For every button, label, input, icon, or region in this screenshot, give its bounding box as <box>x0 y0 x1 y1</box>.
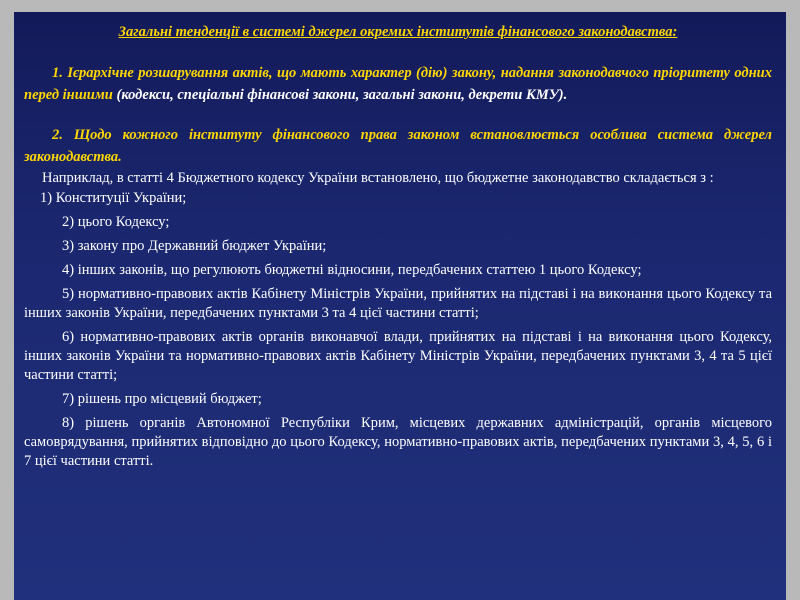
point-2: 2. Щодо кожного інституту фінансового права законом встановлюється особлива система джерел законодавства. <box>24 127 772 165</box>
list-item-6: 6) нормативно-правових актів органів виконавчої влади, прийнятих на підставі і на виконання цього Кодексу, інших законів України та нормативно-правових актів Кабінету Міністрів України, передбачених пунктами 3, 4 та 5 цієї частини статті; <box>24 329 772 383</box>
content-panel <box>14 12 786 600</box>
spacer <box>24 106 772 124</box>
list-item-7: 7) рішень про місцевий бюджет; <box>62 391 262 407</box>
list-item-8: 8) рішень органів Автономної Республіки Крим, місцевих державних адміністрацій, органів місцевого самоврядування, прийнятих відповідно до цього Кодексу, нормативно-правових актів, передбачених пунктами 3, 4, 5, 6 і 7 цієї частини статті. <box>24 415 772 469</box>
list-item-5: 5) нормативно-правових актів Кабінету Міністрів України, прийнятих на підставі і на виконання цього Кодексу та інших законів України, передбачених пунктами 3 та 4 цієї частини статті; <box>24 286 772 321</box>
point-1 <box>24 62 772 106</box>
point-1-examples: (кодекси, спеціальні фінансові закони, загальні закони, декрети КМУ). <box>112 87 568 103</box>
example-paragraph: Наприклад, в статті 4 Бюджетного кодексу України встановлено, що бюджетне законодавство складається з : <box>42 170 714 186</box>
list-item-3: 3) закону про Державний бюджет України; <box>62 238 327 254</box>
list-item-2: 2) цього Кодексу; <box>62 214 170 230</box>
list-item-4: 4) інших законів, що регулюють бюджетні відносини, передбачених статтею 1 цього Кодексу; <box>62 262 642 278</box>
slide-title: Загальні тенденції в системі джерел окремих інститутів фінансового законодавства: <box>118 24 678 40</box>
point-1-highlight: 1. Ієрархічне розшарування актів, що мають характер (дію) закону, надання законодавчого пріоритету одних перед іншими <box>24 65 772 103</box>
list-item-1: 1) Конституції України; <box>40 190 187 206</box>
